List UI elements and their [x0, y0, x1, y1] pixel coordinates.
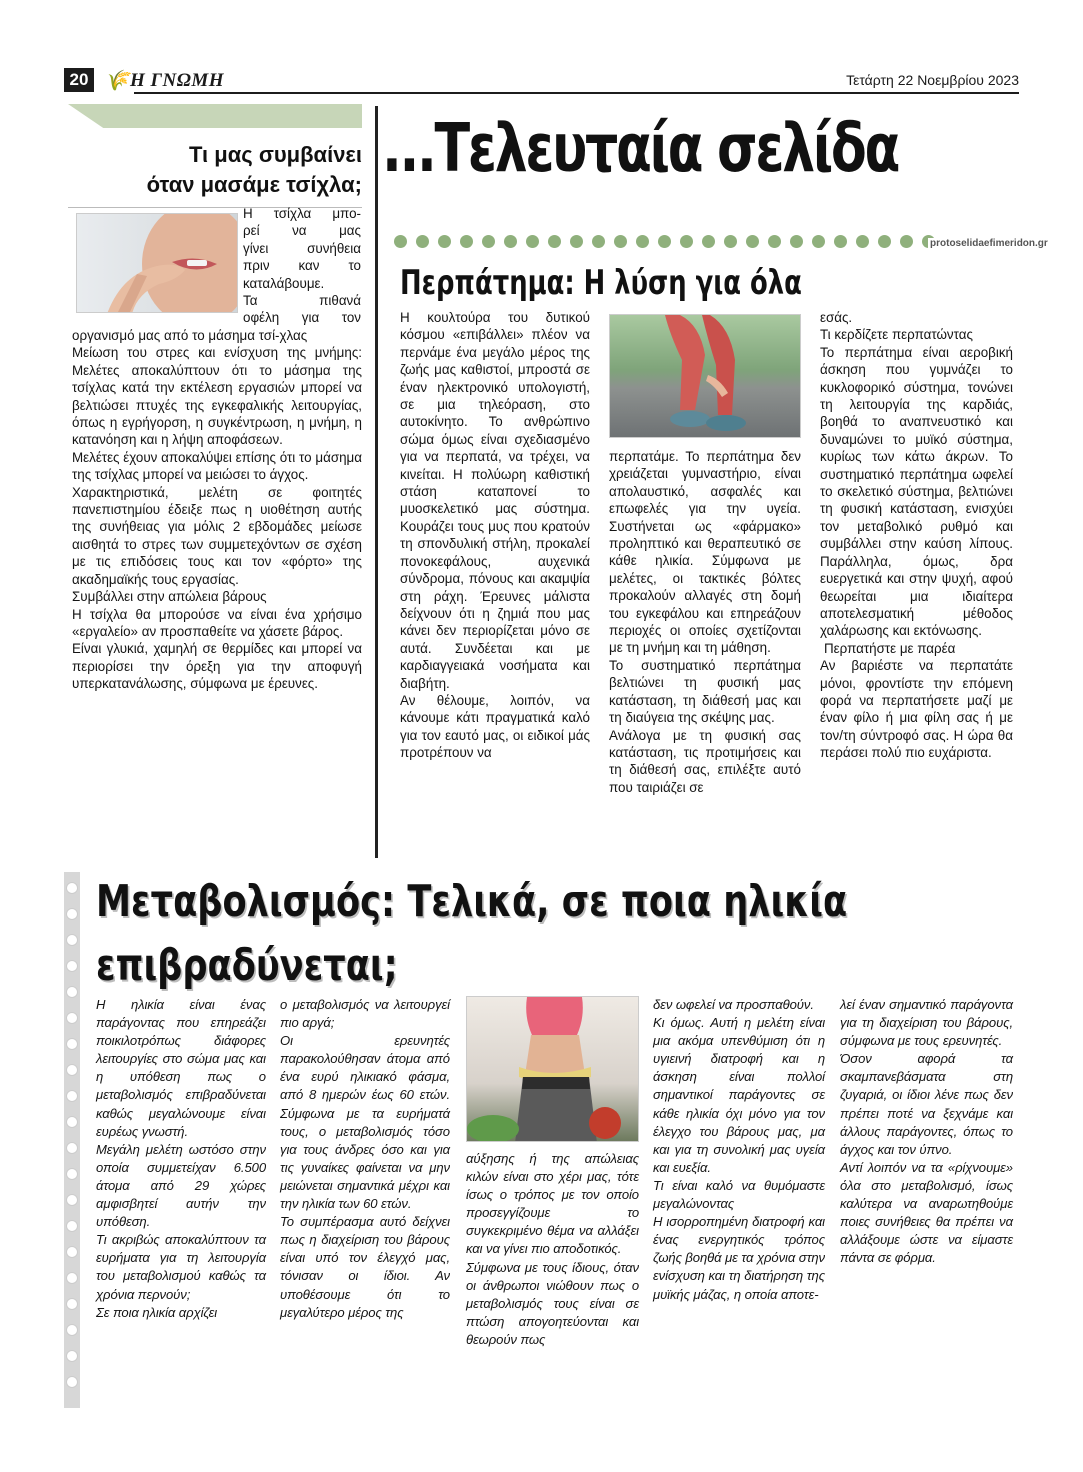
gum-photo [76, 213, 238, 313]
walk-subhead: Περπατήστε με παρέα [824, 640, 956, 656]
walk-col3 [820, 309, 1013, 762]
meta-photo [466, 996, 639, 1142]
gum-headline-line2: όταν μασάμε τσίχλα; [146, 172, 362, 197]
walk-paragraph: Αν θέλουμε, λοιπόν, να κάνουμε κάτι πραγματικά καλό για τον εαυτό μας, οι ειδικοί μάς προτρέπουν να [400, 692, 590, 761]
gum-wrap-line: πριν καν το [243, 258, 361, 274]
logo-mark-icon: 🌾 [104, 70, 129, 92]
meta-paragraph: Μεγάλη μελέτη ωστόσο στην οποία συμμετείχαν 6.500 άτομα από 29 χώρες αμφισβητεί αυτήν την υπόθεση. [96, 1141, 266, 1230]
paper-name: Η ΓΝΩΜΗ [130, 70, 225, 91]
walk-subhead: Τι κερδίζετε περπατώντας [820, 327, 973, 343]
gum-wrap-line: Τα πιθανά [243, 293, 361, 309]
walk-photo [609, 314, 801, 438]
woman-chewing-gum-illustration [77, 214, 238, 313]
gum-paragraph: Χαρακτηριστικά, μελέτη σε φοιτητές πανεπιστημίου έδειξε πως η υιοθέτηση αυτής της συνήθειας για μόλις 2 εβδομάδες μείωσε αισθητά το στρες των συμμετεχόντων σε σχέση με τις επιδόσεις τους και τον «φόρτο» της ακαδημαϊκής τους εργασίας. [72, 484, 362, 587]
meta-col2 [280, 996, 450, 1322]
gum-paragraph: Είναι γλυκιά, χαμηλή σε θερμίδες και μπορεί να περιορίσει την όρεξη για την αποφυγή υπερκατανάλωσης, σύμφωνα με έρευνες. [72, 641, 362, 692]
meta-paragraph: Η ηλικία είναι ένας παράγοντας που επηρεάζει ποικιλοτρόπως διάφορες λειτουργίες στο σώμα μας και η υπόθεση πως ο μεταβολισμός επιβραδύνεται καθώς μεγαλώνουμε είναι ευρέως γνωστή. [96, 997, 266, 1139]
meta-paragraph: Το συμπέρασμα αυτό δείχνει πως η διαχείριση του βάρους είναι υπό τον έλεγχό μας, τόνισαν οι ίδιοι. Αν υποθέσουμε ότι το μεγαλύτερο μέρος της [280, 1214, 450, 1320]
gum-wrap-text [243, 205, 361, 327]
meta-paragraph: Σύμφωνα με τους ίδιους, όταν οι άνθρωποι νιώθουν πως ο μεταβολισμός τους είναι σε πτώση απογοητεύονται και θεωρούν πως [466, 1259, 639, 1347]
meta-paragraph: Αντί λοιπόν να τα «ρίχνουμε» όλα στο μεταβολισμό, ίσως καλύτερα να αναρωτηθούμε ποιες συνήθειες θα πρέπει να αλλάξουμε ώστε να είμαστε πάντα σε φόρμα. [840, 1159, 1013, 1266]
gum-paragraph: Συμβάλλει στην απώλεια βάρους [72, 589, 267, 605]
walk-paragraph: Αν βαριέστε να περπατάτε μόνοι, φροντίστε την επόμενη φορά να περπατήσετε μαζί με έναν φίλο ή μια φίλη σας ή με τον/τη σύντροφό σας. Η ώρα θα περάσει πολύ πιο ευχάριστα. [820, 658, 1013, 761]
section-title: ...Τελευταία σελίδα [382, 109, 899, 187]
meta-paragraph: Κι όμως. Αυτή η μελέτη είναι μια ακόμα υπενθύμιση ότι η υγιεινή διατροφή και η άσκηση είναι πολλοί σημαντικοί παράγοντες σε κάθε ηλικία όχι μόνο για τον έλεγχο του βάρους μας, μα και για τη συνολική μας υγεία και ευεξία. [653, 1015, 825, 1175]
gum-wrap-line: Η τσίχλα μπο- [243, 206, 361, 221]
walk-paragraph: εσάς. [820, 310, 853, 325]
header-rule [134, 92, 1019, 94]
gum-wrap-line: καταλάβουμε. [243, 275, 325, 291]
column-divider [375, 106, 378, 858]
gum-wrap-line: οφέλη για τον [243, 310, 361, 326]
meta-paragraph: Σε ποια ηλικία αρχίζει [96, 1304, 218, 1320]
gum-wrap-line: γίνει συνήθεια [243, 240, 361, 256]
meta-col4 [653, 996, 825, 1304]
woman-measuring-waist-illustration [467, 997, 639, 1142]
woman-tying-shoe-illustration [610, 315, 801, 438]
page-header [64, 66, 1019, 96]
dotted-accent-row [394, 235, 939, 250]
issue-date: Τετάρτη 22 Νοεμβρίου 2023 [846, 72, 1019, 88]
meta-subhead: Τι είναι καλό να θυμόμαστε μεγαλώνοντας [653, 1177, 825, 1212]
gum-headline [68, 140, 362, 200]
gum-headline-bar [68, 104, 362, 128]
walk-paragraph: Το περπάτημα είναι αεροβική άσκηση που γυμνάζει το κυκλοφορικό σύστημα, τονώνει τη λειτουργία της καρδιάς, βοηθά το αναπνευστικό και δυναμώνει το μυϊκό σύστημα, κυρίως των κάτω άκρων. Το συστηματικό περπάτημα ωφελεί το σκελετικό σύστημα, βελτιώνει τη φυσική κατάσταση, ενισχύει τον μεταβολικό ρυθμό και συμβάλλει στην καύση λίπους. Παράλληλα, όμως, δρα ευεργετικά και στην ψυχή, αφού θεωρείται μια ιδιαίτερα αποτελεσματική μέθοδος χαλάρωσης και εκτόνωσης. [820, 344, 1013, 639]
meta-paragraph: Τι ακριβώς αποκαλύπτουν τα ευρήματα για τη λειτουργία του μεταβολισμού καθώς τα χρόνια περνούν; [96, 1232, 266, 1302]
walk-paragraph: Ανάλογα με τη φυσική σας κατάσταση, τις προτιμήσεις και τη διάθεσή σας, επιλέξτε αυτό που ταιριάζει σε [609, 727, 801, 795]
walk-paragraph: Το συστηματικό περπάτημα βελτιώνει τη φυσική μας κατάσταση, τη διάθεσή μας και τη διαύγεια της σκέψης μας. [609, 657, 801, 726]
meta-paragraph: Όσον αφορά τα σκαμπανεβάσματα στη ζυγαριά, οι ίδιοι λένε πως δεν πρέπει ποτέ να ξεχνάμε και άλλους παράγοντες, όπως το άγχος και τον ύπνο. [840, 1051, 1013, 1157]
gum-paragraph: Η τσίχλα θα μπορούσε να είναι ένα χρήσιμο «εργαλείο» αν προσπαθείτε να χάσετε βάρος. [72, 606, 362, 639]
walk-col2 [609, 448, 801, 796]
gum-headline-line1: Τι μας συμβαίνει [189, 142, 362, 167]
meta-paragraph: αύξησης ή της απώλειας κιλών είναι στο χέρι μας, τότε ίσως ο τρόπος με τον οποίο προσεγγίζουμε το συγκεκριμένο θέμα να αλλάξει και να γίνει πιο αποδοτικός. [466, 1151, 639, 1257]
gum-wrap-line: ρεί να μας [243, 223, 361, 239]
meta-headline-line1: Μεταβολισμός: Τελικά, σε ποια ηλικία [96, 876, 848, 927]
walk-paragraph: περπατάμε. Το περπάτημα δεν χρειάζεται γυμναστήριο, είναι απολαυστικό, ασφαλές και επωφελές για την υγεία. Συστήνεται ως «φάρμακο» προληπτικό και θεραπευτικό σε κάθε ηλικία. Σύμφωνα με μελέτες, οι τακτικές βόλτες προκαλούν αλλαγές στη δομή του εγκεφάλου και επηρεάζουν περιοχές οι οποίες σχετίζονται με τη μνήμη και τη μάθηση. [609, 449, 801, 656]
gum-paragraph: οργανισμό μας από το μάσημα τσί-χλας [72, 328, 308, 343]
meta-paragraph: ο μεταβολισμός να λειτουργεί πιο αργά; [280, 997, 450, 1031]
meta-headline [96, 870, 976, 998]
gum-paragraph: Μελέτες έχουν αποκαλύψει επίσης ότι το μάσημα της τσίχλας μπορεί να μειώσει το άγχος. [72, 449, 362, 483]
walk-col1 [400, 309, 590, 762]
meta-paragraph: δεν ωφελεί να προσπαθούν. [653, 997, 814, 1012]
gum-paragraph: Μείωση του στρες και ενίσχυση της μνήμης: Μελέτες αποκαλύπτουν ότι το μάσημα της τσίχλας κατά την εκτέλεση εργασιών μπορεί να βελτιώσει πτυχές της εγκεφαλικής λειτουργίας, όπως η εγρήγορση, η συγκέντρωση, η μνήμη, η κατανόηση και η λήψη αποφάσεων. [72, 345, 362, 448]
meta-paragraph: Η ισορροπημένη διατροφή και ένας ενεργητικός τρόπος ζωής βοηθά με τα χρόνια στην ενίσχυση και τη διατήρηση της μυϊκής μάζας, η οποία αποτε- [653, 1214, 825, 1302]
page-number: 20 [69, 70, 89, 89]
source-watermark: protoselidaefimeridon.gr [930, 238, 1048, 249]
meta-col5 [840, 996, 1013, 1267]
gum-body [72, 327, 362, 693]
meta-paragraph: Οι ερευνητές παρακολούθησαν άτομα από ένα ευρύ ηλικιακό φάσμα, από 8 ημερών έως 60 ετών. Σύμφωνα με τα ευρήματά τους, ο μεταβολισμός τόσο για τους άνδρες όσο και για τις γυναίκες φαίνεται να μην μειώνεται σημαντικά μέχρι και την ηλικία των 60 ετών. [280, 1033, 450, 1212]
meta-col3 [466, 1150, 639, 1349]
walk-paragraph: Η κουλτούρα του δυτικού κόσμου «επιβάλλει» πλέον να περνάμε ένα μεγάλο μέρος της ζωής μας καθιστοί, μπροστά σε έναν ηλεκτρονικό υπολογιστή, σε μια τηλεόραση, στο αυτοκίνητο. Το ανθρώπινο σώμα όμως είναι σχεδιασμένο για να περπατά, να τρέχει, να κινείται. Η πολύωρη καθιστική στάση καταπονεί το μυοσκελετικό μας σύστημα. Κουράζει τους μυς που κρατούν τη σπονδυλική στήλη, προκαλεί πονοκεφάλους, αυχενικά σύνδρομα, πόνους και ακαμψία στη ράχη. Έρευνες μάλιστα δείχνουν ότι η ζημιά που μας κάνει δεν περιορίζεται μόνο σε αυτά. Συνδέεται και με καρδιαγγειακά νοσήματα και διαβήτη. [400, 310, 590, 691]
side-dots-strip [64, 872, 80, 1408]
meta-col1 [96, 996, 266, 1322]
meta-paragraph: λεί έναν σημαντικό παράγοντα για τη διαχείριση του βάρους, σύμφωνα με τους ερευνητές. [840, 997, 1013, 1049]
walk-headline: Περπάτημα: Η λύση για όλα [400, 263, 802, 303]
meta-headline-line2: επιβραδύνεται; [96, 940, 398, 991]
